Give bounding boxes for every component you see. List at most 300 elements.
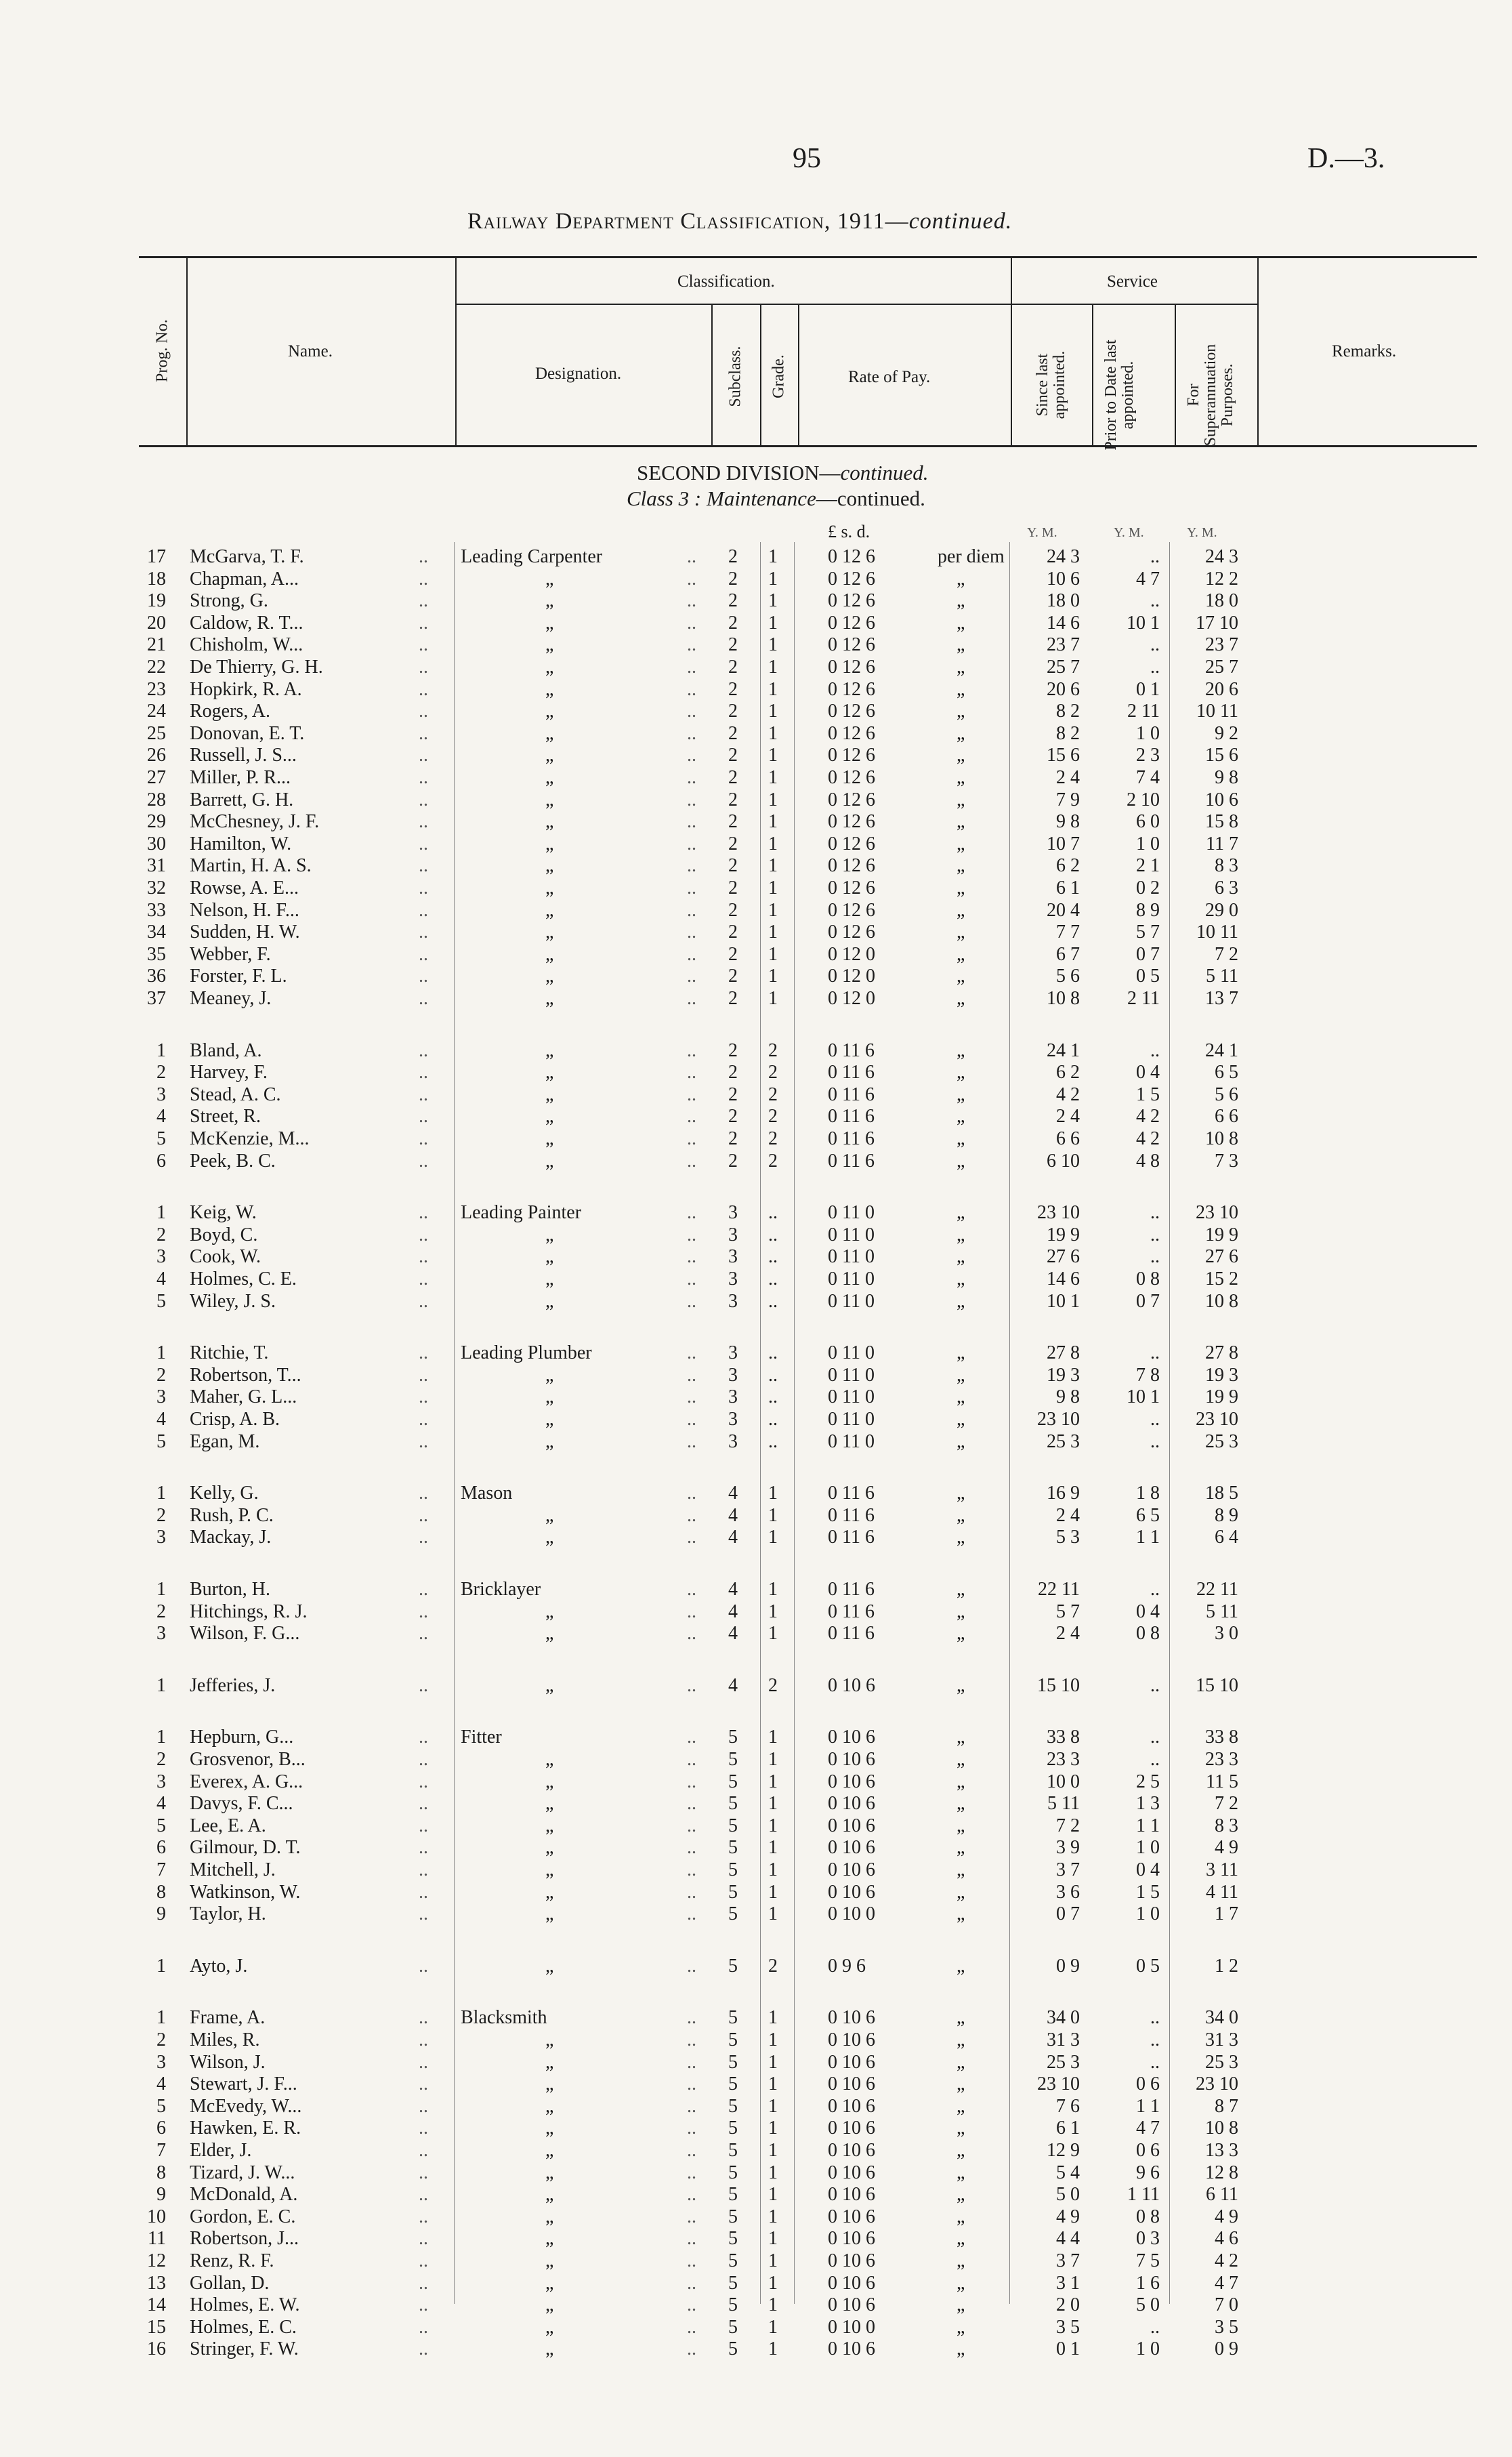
superannuation-cell: 7 3 [1215,1150,1238,1172]
prog-no-cell: 1 [156,1342,166,1364]
rate-unit-cell: „ [957,789,965,810]
since-last-cell: 7 6 [1056,2095,1080,2117]
prog-no-cell: 5 [156,1815,166,1836]
superannuation-cell: 6 3 [1215,878,1238,899]
leader-dots: .. [687,1674,696,1696]
leader-dots: .. [687,1409,696,1430]
name-cell: McChesney, J. F. [190,811,320,833]
rate-unit-cell: „ [957,2095,965,2117]
superannuation-cell: 9 8 [1215,767,1238,788]
superannuation-cell: 34 0 [1205,2007,1238,2029]
designation-cell: „ [545,2272,554,2294]
table-row [0,2007,1512,2029]
since-last-cell: 10 0 [1047,1771,1080,1792]
table-row [0,1062,1512,1083]
designation-cell: „ [545,899,554,921]
name-cell: Burton, H. [190,1579,270,1600]
superannuation-cell: 13 3 [1205,2140,1238,2161]
leader-dots: .. [687,2316,696,2338]
subclass-cell: 2 [728,722,738,744]
designation-cell: „ [545,1268,554,1289]
leader-dots: .. [419,1579,428,1600]
table-row [0,2228,1512,2250]
superannuation-cell: 7 2 [1215,943,1238,965]
subclass-cell: 5 [728,2029,738,2050]
rate-unit-cell: „ [957,1386,965,1408]
prior-cell: 2 3 [1136,745,1160,766]
superannuation-cell: 18 0 [1205,590,1238,612]
rate-unit-cell: „ [957,2073,965,2095]
leader-dots: .. [419,1364,428,1386]
superannuation-cell: 19 3 [1205,1364,1238,1386]
table-row [0,1268,1512,1290]
name-cell: Harvey, F. [190,1062,268,1083]
leader-dots: .. [687,634,696,656]
designation-cell: „ [545,1837,554,1859]
rate-unit-cell: „ [957,1837,965,1859]
grade-cell: .. [768,1268,778,1289]
rate-unit-cell: „ [957,2162,965,2183]
header-divider [711,305,713,446]
prog-no-cell: 25 [147,722,166,744]
prior-cell: 10 1 [1127,612,1160,634]
table-row [0,1771,1512,1793]
grade-cell: 1 [768,811,778,833]
prog-no-cell: 10 [147,2206,166,2227]
header-divider [455,257,457,446]
leader-dots: .. [419,722,428,744]
table-row [0,1202,1512,1224]
col-name: Name. [288,342,333,360]
grade-cell: 2 [768,1674,778,1696]
superannuation-cell: 1 2 [1215,1955,1238,1977]
leader-dots: .. [687,2118,696,2139]
leader-dots: .. [419,2140,428,2161]
division-label: SECOND DIVISION— [637,461,841,484]
designation-cell: „ [545,922,554,943]
col-classification: Classification. [677,272,775,291]
designation-cell: „ [545,811,554,833]
prog-no-cell: 4 [156,2073,166,2095]
leader-dots: .. [687,1150,696,1172]
leader-dots: .. [419,2316,428,2338]
table-row [0,613,1512,634]
subclass-cell: 5 [728,2316,738,2338]
table-row [0,944,1512,966]
rate-unit-cell: „ [957,1062,965,1083]
superannuation-cell: 33 8 [1205,1727,1238,1748]
subclass-cell: 5 [728,1727,738,1748]
designation-cell: „ [545,1527,554,1548]
grade-cell: 1 [768,988,778,1009]
leader-dots: .. [687,1601,696,1622]
leader-dots: .. [687,590,696,612]
prior-cell: .. [1150,1674,1160,1696]
table-top-rule [139,256,1477,258]
since-last-cell: 6 1 [1056,878,1080,899]
rate-cell: 0 10 6 [828,2118,875,2139]
leader-dots: .. [687,2007,696,2029]
superannuation-cell: 13 7 [1205,988,1238,1009]
name-cell: Strong, G. [190,590,268,612]
table-row [0,657,1512,678]
leader-dots: .. [687,546,696,567]
rate-unit-cell: „ [957,657,965,678]
header-divider [1257,257,1259,446]
since-last-cell: 6 6 [1056,1128,1080,1149]
leader-dots: .. [419,1859,428,1880]
prior-cell: 8 9 [1136,899,1160,921]
designation-cell: „ [545,2316,554,2338]
prog-no-cell: 8 [156,1881,166,1903]
prog-no-cell: 2 [156,2029,166,2050]
subclass-cell: 2 [728,634,738,656]
leader-dots: .. [419,1246,428,1268]
leader-dots: .. [687,2095,696,2117]
grade-cell: 1 [768,657,778,678]
rate-unit-cell: „ [957,745,965,766]
rate-unit-cell: „ [957,2184,965,2206]
leader-dots: .. [687,988,696,1009]
name-cell: Nelson, H. F... [190,899,299,921]
prog-no-cell: 6 [156,1837,166,1859]
since-last-cell: 8 2 [1056,701,1080,722]
rate-cell: 0 12 6 [828,833,875,854]
superannuation-cell: 24 1 [1205,1039,1238,1061]
prog-no-cell: 29 [147,811,166,833]
prior-cell: 4 7 [1136,2118,1160,2139]
grade-cell: .. [768,1364,778,1386]
rate-cell: 0 12 6 [828,590,875,612]
prior-cell: 1 0 [1136,1903,1160,1925]
grade-cell: 1 [768,2316,778,2338]
designation-cell: „ [545,701,554,722]
leader-dots: .. [419,2118,428,2139]
grade-cell: .. [768,1386,778,1408]
name-cell: Elder, J. [190,2140,252,2161]
table-row [0,2338,1512,2360]
designation-cell: Leading Painter [461,1202,582,1224]
superannuation-cell: 29 0 [1205,899,1238,921]
rate-cell: 0 12 6 [828,745,875,766]
since-last-cell: 7 2 [1056,1815,1080,1836]
superannuation-cell: 7 2 [1215,1793,1238,1815]
prior-cell: 1 1 [1136,2095,1160,2117]
leader-dots: .. [687,811,696,833]
table-row [0,1291,1512,1313]
prior-cell: 1 1 [1136,1815,1160,1836]
rate-cell: 0 12 0 [828,988,875,1009]
rate-unit-cell: „ [957,678,965,700]
leader-dots: .. [687,1771,696,1792]
rate-cell: 0 10 6 [828,1859,875,1880]
leader-dots: .. [687,966,696,987]
prog-no-cell: 4 [156,1106,166,1128]
name-cell: Hitchings, R. J. [190,1601,308,1622]
since-last-cell: 23 7 [1047,634,1080,656]
rate-unit-cell: „ [957,2228,965,2250]
table-row [0,679,1512,701]
col-since-last-appointed: Since last appointed. [1034,350,1069,419]
leader-dots: .. [687,2029,696,2050]
leader-dots: .. [419,899,428,921]
col-prior-to-date: Prior to Date last appointed. [1102,339,1137,451]
subclass-cell: 2 [728,568,738,590]
name-cell: Crisp, A. B. [190,1409,280,1430]
subclass-cell: 5 [728,2118,738,2139]
rate-cell: 0 11 6 [828,1039,875,1061]
name-cell: Forster, F. L. [190,966,287,987]
leader-dots: .. [419,1409,428,1430]
subclass-cell: 2 [728,1083,738,1105]
leader-dots: .. [419,1674,428,1696]
prog-no-cell: 2 [156,1364,166,1386]
superannuation-cell: 0 9 [1215,2338,1238,2360]
superannuation-cell: 23 3 [1205,1749,1238,1770]
subclass-cell: 3 [728,1342,738,1364]
table-row [0,2162,1512,2184]
table-row [0,1727,1512,1748]
designation-cell: „ [545,1409,554,1430]
designation-cell: „ [545,1150,554,1172]
rate-unit-cell: „ [957,568,965,590]
designation-cell: „ [545,2338,554,2360]
name-cell: Ritchie, T. [190,1342,269,1364]
subclass-cell: 4 [728,1527,738,1548]
designation-cell: „ [545,1674,554,1696]
table-row [0,2184,1512,2206]
title-continued: continued. [908,209,1013,234]
rate-cell: 0 12 6 [828,678,875,700]
leader-dots: .. [419,2184,428,2206]
class-heading [627,487,925,511]
name-cell: Stringer, F. W. [190,2338,299,2360]
rate-unit-cell: „ [957,988,965,1009]
grade-cell: 1 [768,2051,778,2073]
subclass-cell: 5 [728,1815,738,1836]
prior-cell: 5 7 [1136,922,1160,943]
since-last-cell: 2 0 [1056,2294,1080,2316]
leader-dots: .. [419,678,428,700]
rate-unit-cell: „ [957,1202,965,1224]
rate-cell: 0 10 6 [828,2250,875,2271]
table-row [0,1151,1512,1172]
subclass-cell: 2 [728,767,738,788]
col-rate-of-pay: Rate of Pay. [848,368,931,386]
rate-unit-cell: „ [957,1268,965,1289]
grade-cell: 1 [768,2029,778,2050]
name-cell: Holmes, E. C. [190,2316,297,2338]
table-row [0,2140,1512,2162]
grade-cell: 1 [768,878,778,899]
superannuation-cell: 23 10 [1196,1202,1238,1224]
superannuation-cell: 25 7 [1205,657,1238,678]
since-last-cell: 2 4 [1056,1106,1080,1128]
subclass-cell: 5 [728,1859,738,1880]
grade-cell: 1 [768,1793,778,1815]
subclass-cell: 5 [728,1881,738,1903]
prog-no-cell: 21 [147,634,166,656]
superannuation-cell: 6 5 [1215,1062,1238,1083]
leader-dots: .. [419,1342,428,1364]
subclass-cell: 5 [728,2250,738,2271]
leader-dots: .. [687,2073,696,2095]
grade-cell: 1 [768,2206,778,2227]
header-divider [1011,257,1012,446]
leader-dots: .. [687,1504,696,1526]
name-cell: Peek, B. C. [190,1150,276,1172]
name-cell: Gilmour, D. T. [190,1837,301,1859]
name-cell: Webber, F. [190,943,271,965]
table-row [0,1106,1512,1128]
table-row [0,1859,1512,1881]
table-row [0,2273,1512,2294]
prog-no-cell: 6 [156,2118,166,2139]
leader-dots: .. [687,855,696,877]
table-row [0,1084,1512,1106]
rate-unit-cell: „ [957,722,965,744]
name-cell: Gordon, E. C. [190,2206,296,2227]
leader-dots: .. [419,2095,428,2117]
leader-dots: .. [419,2272,428,2294]
rate-unit-cell: „ [957,1290,965,1312]
class-continued: —continued. [816,487,925,510]
since-last-cell: 9 8 [1056,811,1080,833]
rate-cell: 0 10 6 [828,1881,875,1903]
rate-cell: 0 12 6 [828,568,875,590]
superannuation-cell: 1 7 [1215,1903,1238,1925]
subclass-cell: 2 [728,988,738,1009]
prog-no-cell: 33 [147,899,166,921]
table-row [0,1040,1512,1062]
name-cell: Mackay, J. [190,1527,272,1548]
table-row [0,2250,1512,2272]
since-last-cell: 10 7 [1047,833,1080,854]
leader-dots: .. [419,1881,428,1903]
grade-cell: 1 [768,1859,778,1880]
prog-no-cell: 1 [156,1727,166,1748]
rate-unit-cell: „ [957,634,965,656]
leader-dots: .. [687,2206,696,2227]
since-last-cell: 2 4 [1056,1504,1080,1526]
rate-cell: 0 12 6 [828,722,875,744]
prog-no-cell: 1 [156,1202,166,1224]
table-row [0,1409,1512,1430]
leader-dots: .. [687,612,696,634]
grade-cell: 1 [768,2095,778,2117]
prior-cell: 2 11 [1127,988,1160,1009]
rate-cell: 0 12 6 [828,789,875,810]
table-row [0,1128,1512,1150]
rate-cell: 0 10 6 [828,1749,875,1770]
designation-cell: Leading Carpenter [461,546,603,567]
table-row [0,723,1512,745]
rate-cell: 0 12 6 [828,657,875,678]
prior-cell: .. [1150,1039,1160,1061]
class-label: Class 3 : [627,487,707,510]
subclass-cell: 5 [728,1771,738,1792]
prior-cell: 1 0 [1136,722,1160,744]
prior-cell: 1 8 [1136,1483,1160,1504]
rate-unit-cell: „ [957,1150,965,1172]
table-row [0,855,1512,877]
prior-cell: 4 7 [1136,568,1160,590]
superannuation-cell: 5 6 [1215,1083,1238,1105]
subclass-cell: 5 [728,2184,738,2206]
prior-cell: 1 5 [1136,1881,1160,1903]
rate-cell: 0 10 6 [828,2095,875,2117]
name-cell: Rogers, A. [190,701,270,722]
grade-cell: 2 [768,1083,778,1105]
grade-cell: 1 [768,590,778,612]
leader-dots: .. [419,878,428,899]
rate-cell: 0 11 0 [828,1409,875,1430]
prior-cell: 0 8 [1136,1268,1160,1289]
subclass-cell: 4 [728,1483,738,1504]
prior-cell: .. [1150,1749,1160,1770]
grade-cell: 2 [768,1062,778,1083]
since-last-cell: 5 4 [1056,2162,1080,2183]
name-cell: Caldow, R. T... [190,612,303,634]
name-cell: Martin, H. A. S. [190,855,312,877]
prior-cell: 2 10 [1127,789,1160,810]
since-last-cell: 27 8 [1047,1342,1080,1364]
rate-unit-cell: „ [957,899,965,921]
rate-cell: 0 11 0 [828,1290,875,1312]
designation-cell: „ [545,2294,554,2316]
superannuation-cell: 23 10 [1196,2073,1238,2095]
prog-no-cell: 1 [156,1579,166,1600]
prog-no-cell: 3 [156,1771,166,1792]
rate-unit-cell: „ [957,1246,965,1268]
rate-unit-cell: „ [957,1727,965,1748]
grade-cell: 1 [768,1579,778,1600]
rate-cell: 0 10 6 [828,2029,875,2050]
superannuation-cell: 4 9 [1215,2206,1238,2227]
subclass-cell: 4 [728,1601,738,1622]
name-cell: Wilson, F. G... [190,1623,300,1645]
rate-unit-cell: „ [957,2272,965,2294]
prior-cell: .. [1150,2007,1160,2029]
subclass-cell: 2 [728,1062,738,1083]
since-last-cell: 4 4 [1056,2228,1080,2250]
col-prog-no: Prog. No. [153,319,171,382]
rate-cell: 0 12 6 [828,546,875,567]
leader-dots: .. [419,1727,428,1748]
designation-cell: „ [545,1623,554,1645]
grade-cell: 1 [768,1504,778,1526]
subclass-cell: 2 [728,811,738,833]
name-cell: McEvedy, W... [190,2095,302,2117]
leader-dots: .. [687,1483,696,1504]
grade-cell: 1 [768,2228,778,2250]
prog-no-cell: 15 [147,2316,166,2338]
superannuation-cell: 11 7 [1206,833,1238,854]
grade-cell: 1 [768,1881,778,1903]
leader-dots: .. [687,1527,696,1548]
designation-cell: „ [545,657,554,678]
since-last-cell: 31 3 [1047,2029,1080,2050]
name-cell: Chisholm, W... [190,634,303,656]
prog-no-cell: 18 [147,568,166,590]
leader-dots: .. [419,1903,428,1925]
name-cell: Kelly, G. [190,1483,259,1504]
table-row [0,1386,1512,1408]
leader-dots: .. [419,2338,428,2360]
document-title [467,209,1012,234]
subclass-cell: 2 [728,899,738,921]
prior-cell: 4 2 [1136,1106,1160,1128]
